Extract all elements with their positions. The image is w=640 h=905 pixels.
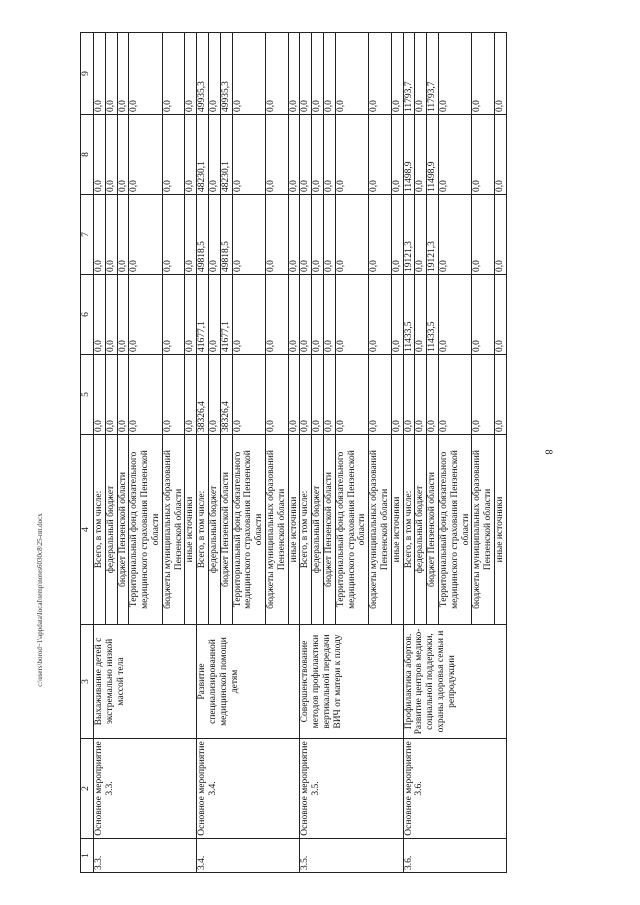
amount-cell: 41677,1 <box>197 275 209 355</box>
amount-cell: 0,0 <box>472 115 495 195</box>
amount-cell: 0,0 <box>300 355 312 435</box>
funding-source-cell: иные источники <box>494 435 506 625</box>
amount-cell: 0,0 <box>105 275 117 355</box>
event-name-cell: Основное мероприятие 3.3. <box>94 739 197 839</box>
amount-cell: 0,0 <box>208 275 220 355</box>
amount-cell: 48230,1 <box>220 115 232 195</box>
amount-cell: 0,0 <box>232 33 265 115</box>
amount-cell: 0,0 <box>438 195 471 275</box>
amount-cell: 0,0 <box>117 275 129 355</box>
amount-cell: 41677,1 <box>220 275 232 355</box>
funding-table <box>80 32 507 873</box>
amount-cell: 0,0 <box>117 33 129 115</box>
funding-source-cell: иные источники <box>391 435 403 625</box>
amount-cell: 0,0 <box>94 33 106 115</box>
column-number: 3 <box>81 625 94 739</box>
amount-cell: 0,0 <box>494 33 506 115</box>
event-name-cell: Основное мероприятие 3.6. <box>403 739 506 839</box>
amount-cell: 49818,5 <box>220 195 232 275</box>
amount-cell: 0,0 <box>129 275 162 355</box>
amount-cell: 49935,3 <box>220 33 232 115</box>
row-number-cell: 3.6. <box>403 839 506 873</box>
funding-source-cell: бюджеты муниципальных образований Пензенской области <box>472 435 495 625</box>
funding-source-cell: бюджеты муниципальных образований Пензенской области <box>265 435 288 625</box>
amount-cell: 0,0 <box>312 195 324 275</box>
amount-cell: 0,0 <box>162 355 185 435</box>
amount-cell: 0,0 <box>312 355 324 435</box>
amount-cell: 0,0 <box>494 115 506 195</box>
amount-cell: 0,0 <box>300 195 312 275</box>
amount-cell: 0,0 <box>323 195 335 275</box>
event-description-cell: Профилактика абортов. Развитие центров медико-социальной поддержки, охраны здоровья семьи и репродукции <box>403 625 506 739</box>
amount-cell: 0,0 <box>472 195 495 275</box>
amount-cell: 0,0 <box>162 275 185 355</box>
amount-cell: 0,0 <box>208 355 220 435</box>
amount-cell: 0,0 <box>129 33 162 115</box>
amount-cell: 0,0 <box>472 355 495 435</box>
table-row <box>300 33 312 873</box>
amount-cell: 0,0 <box>312 115 324 195</box>
amount-cell: 0,0 <box>265 195 288 275</box>
funding-source-cell: Всего, в том числе: <box>403 435 415 625</box>
amount-cell: 0,0 <box>391 355 403 435</box>
amount-cell: 0,0 <box>94 195 106 275</box>
amount-cell: 19121,3 <box>403 195 415 275</box>
funding-source-cell: бюджеты муниципальных образований Пензенской области <box>369 435 392 625</box>
amount-cell: 49818,5 <box>197 195 209 275</box>
amount-cell: 11793,7 <box>403 33 415 115</box>
funding-source-cell: бюджет Пензенской области <box>117 435 129 625</box>
funding-source-cell: иные источники <box>288 435 300 625</box>
amount-cell: 11498,9 <box>403 115 415 195</box>
funding-source-cell: бюджеты муниципальных образований Пензенской области <box>162 435 185 625</box>
amount-cell: 0,0 <box>300 275 312 355</box>
amount-cell: 0,0 <box>494 355 506 435</box>
funding-source-cell: Всего, в том числе: <box>94 435 106 625</box>
funding-source-cell: федеральный бюджет <box>312 435 324 625</box>
amount-cell: 0,0 <box>300 33 312 115</box>
amount-cell: 38326,4 <box>220 355 232 435</box>
amount-cell: 0,0 <box>105 115 117 195</box>
amount-cell: 0,0 <box>438 33 471 115</box>
amount-cell: 49935,3 <box>197 33 209 115</box>
column-number: 6 <box>81 275 94 355</box>
amount-cell: 0,0 <box>438 115 471 195</box>
row-number-cell: 3.4. <box>197 839 300 873</box>
amount-cell: 0,0 <box>185 355 197 435</box>
column-number: 7 <box>81 195 94 275</box>
amount-cell: 11498,9 <box>427 115 439 195</box>
amount-cell: 0,0 <box>369 115 392 195</box>
amount-cell: 0,0 <box>208 33 220 115</box>
amount-cell: 0,0 <box>494 275 506 355</box>
amount-cell: 0,0 <box>162 115 185 195</box>
amount-cell: 0,0 <box>472 275 495 355</box>
table-row <box>403 33 415 873</box>
amount-cell: 0,0 <box>117 115 129 195</box>
table-body <box>94 33 507 873</box>
amount-cell: 0,0 <box>323 33 335 115</box>
amount-cell: 0,0 <box>335 275 368 355</box>
amount-cell: 48230,1 <box>197 115 209 195</box>
amount-cell: 0,0 <box>265 33 288 115</box>
amount-cell: 0,0 <box>232 115 265 195</box>
amount-cell: 0,0 <box>129 115 162 195</box>
funding-source-cell: Всего, в том числе: <box>197 435 209 625</box>
column-number-row <box>81 33 94 873</box>
amount-cell: 0,0 <box>391 275 403 355</box>
amount-cell: 0,0 <box>391 33 403 115</box>
document-page <box>80 33 568 873</box>
amount-cell: 0,0 <box>415 33 427 115</box>
amount-cell: 0,0 <box>369 355 392 435</box>
amount-cell: 0,0 <box>391 195 403 275</box>
amount-cell: 0,0 <box>208 115 220 195</box>
column-number: 5 <box>81 355 94 435</box>
amount-cell: 0,0 <box>185 33 197 115</box>
funding-source-cell: Всего, в том числе: <box>300 435 312 625</box>
amount-cell: 0,0 <box>472 33 495 115</box>
funding-source-cell: федеральный бюджет <box>415 435 427 625</box>
amount-cell: 0,0 <box>323 355 335 435</box>
amount-cell: 0,0 <box>232 195 265 275</box>
funding-source-cell: бюджет Пензенской области <box>427 435 439 625</box>
amount-cell: 0,0 <box>323 115 335 195</box>
funding-source-cell: Территориальный фонд обязательного медицинского страхования Пензенской области <box>232 435 265 625</box>
rotated-table-container <box>80 33 568 873</box>
amount-cell: 0,0 <box>265 355 288 435</box>
column-number: 2 <box>81 739 94 839</box>
amount-cell: 0,0 <box>369 195 392 275</box>
column-number: 1 <box>81 839 94 873</box>
event-name-cell: Основное мероприятие 3.5. <box>300 739 403 839</box>
amount-cell: 0,0 <box>288 115 300 195</box>
amount-cell: 0,0 <box>438 275 471 355</box>
amount-cell: 11433,5 <box>403 275 415 355</box>
column-number: 8 <box>81 115 94 195</box>
amount-cell: 0,0 <box>335 115 368 195</box>
table-row <box>94 33 106 873</box>
column-number: 9 <box>81 33 94 115</box>
amount-cell: 0,0 <box>185 195 197 275</box>
funding-source-cell: бюджет Пензенской области <box>323 435 335 625</box>
amount-cell: 0,0 <box>94 275 106 355</box>
event-description-cell: Совершенствование методов профилактики вертикальной передачи ВИЧ от матери к плоду <box>300 625 403 739</box>
funding-source-cell: бюджет Пензенской области <box>220 435 232 625</box>
column-number: 4 <box>81 435 94 625</box>
amount-cell: 0,0 <box>105 195 117 275</box>
row-number-cell: 3.5. <box>300 839 403 873</box>
amount-cell: 0,0 <box>415 195 427 275</box>
amount-cell: 0,0 <box>415 275 427 355</box>
funding-source-cell: федеральный бюджет <box>105 435 117 625</box>
amount-cell: 0,0 <box>162 33 185 115</box>
amount-cell: 0,0 <box>232 275 265 355</box>
amount-cell: 0,0 <box>391 115 403 195</box>
amount-cell: 0,0 <box>117 355 129 435</box>
amount-cell: 38326,4 <box>197 355 209 435</box>
amount-cell: 0,0 <box>288 33 300 115</box>
amount-cell: 19121,3 <box>427 195 439 275</box>
amount-cell: 0,0 <box>300 115 312 195</box>
amount-cell: 0,0 <box>129 195 162 275</box>
amount-cell: 0,0 <box>185 275 197 355</box>
page-number: 8 <box>542 449 554 455</box>
amount-cell: 0,0 <box>438 355 471 435</box>
amount-cell: 0,0 <box>288 355 300 435</box>
funding-source-cell: иные источники <box>185 435 197 625</box>
amount-cell: 0,0 <box>312 275 324 355</box>
amount-cell: 0,0 <box>162 195 185 275</box>
event-description-cell: Развитие специализированной медицинской помощи детям <box>197 625 300 739</box>
table-row <box>197 33 209 873</box>
amount-cell: 0,0 <box>94 115 106 195</box>
amount-cell: 0,0 <box>265 115 288 195</box>
amount-cell: 0,0 <box>105 355 117 435</box>
amount-cell: 0,0 <box>288 275 300 355</box>
amount-cell: 0,0 <box>335 355 368 435</box>
amount-cell: 0,0 <box>403 355 415 435</box>
amount-cell: 0,0 <box>94 355 106 435</box>
amount-cell: 0,0 <box>494 195 506 275</box>
footer-file-path: c:\users\borod~1\appdata\local\temp\notes6030c8\25-пп.docx <box>36 513 44 687</box>
amount-cell: 0,0 <box>208 195 220 275</box>
amount-cell: 0,0 <box>335 195 368 275</box>
amount-cell: 0,0 <box>427 355 439 435</box>
amount-cell: 0,0 <box>288 195 300 275</box>
amount-cell: 0,0 <box>129 355 162 435</box>
amount-cell: 0,0 <box>335 33 368 115</box>
amount-cell: 0,0 <box>369 275 392 355</box>
funding-source-cell: Территориальный фонд обязательного медицинского страхования Пензенской области <box>438 435 471 625</box>
amount-cell: 11433,5 <box>427 275 439 355</box>
amount-cell: 0,0 <box>415 115 427 195</box>
amount-cell: 0,0 <box>265 275 288 355</box>
amount-cell: 0,0 <box>369 33 392 115</box>
funding-source-cell: Территориальный фонд обязательного медицинского страхования Пензенской области <box>335 435 368 625</box>
funding-source-cell: федеральный бюджет <box>208 435 220 625</box>
amount-cell: 0,0 <box>117 195 129 275</box>
row-number-cell: 3.3. <box>94 839 197 873</box>
amount-cell: 0,0 <box>105 33 117 115</box>
amount-cell: 11793,7 <box>427 33 439 115</box>
amount-cell: 0,0 <box>185 115 197 195</box>
amount-cell: 0,0 <box>415 355 427 435</box>
event-name-cell: Основное мероприятие 3.4. <box>197 739 300 839</box>
funding-source-cell: Территориальный фонд обязательного медицинского страхования Пензенской области <box>129 435 162 625</box>
amount-cell: 0,0 <box>232 355 265 435</box>
event-description-cell: Выхаживание детей с экстремально низкой массой тела <box>94 625 197 739</box>
amount-cell: 0,0 <box>312 33 324 115</box>
amount-cell: 0,0 <box>323 275 335 355</box>
